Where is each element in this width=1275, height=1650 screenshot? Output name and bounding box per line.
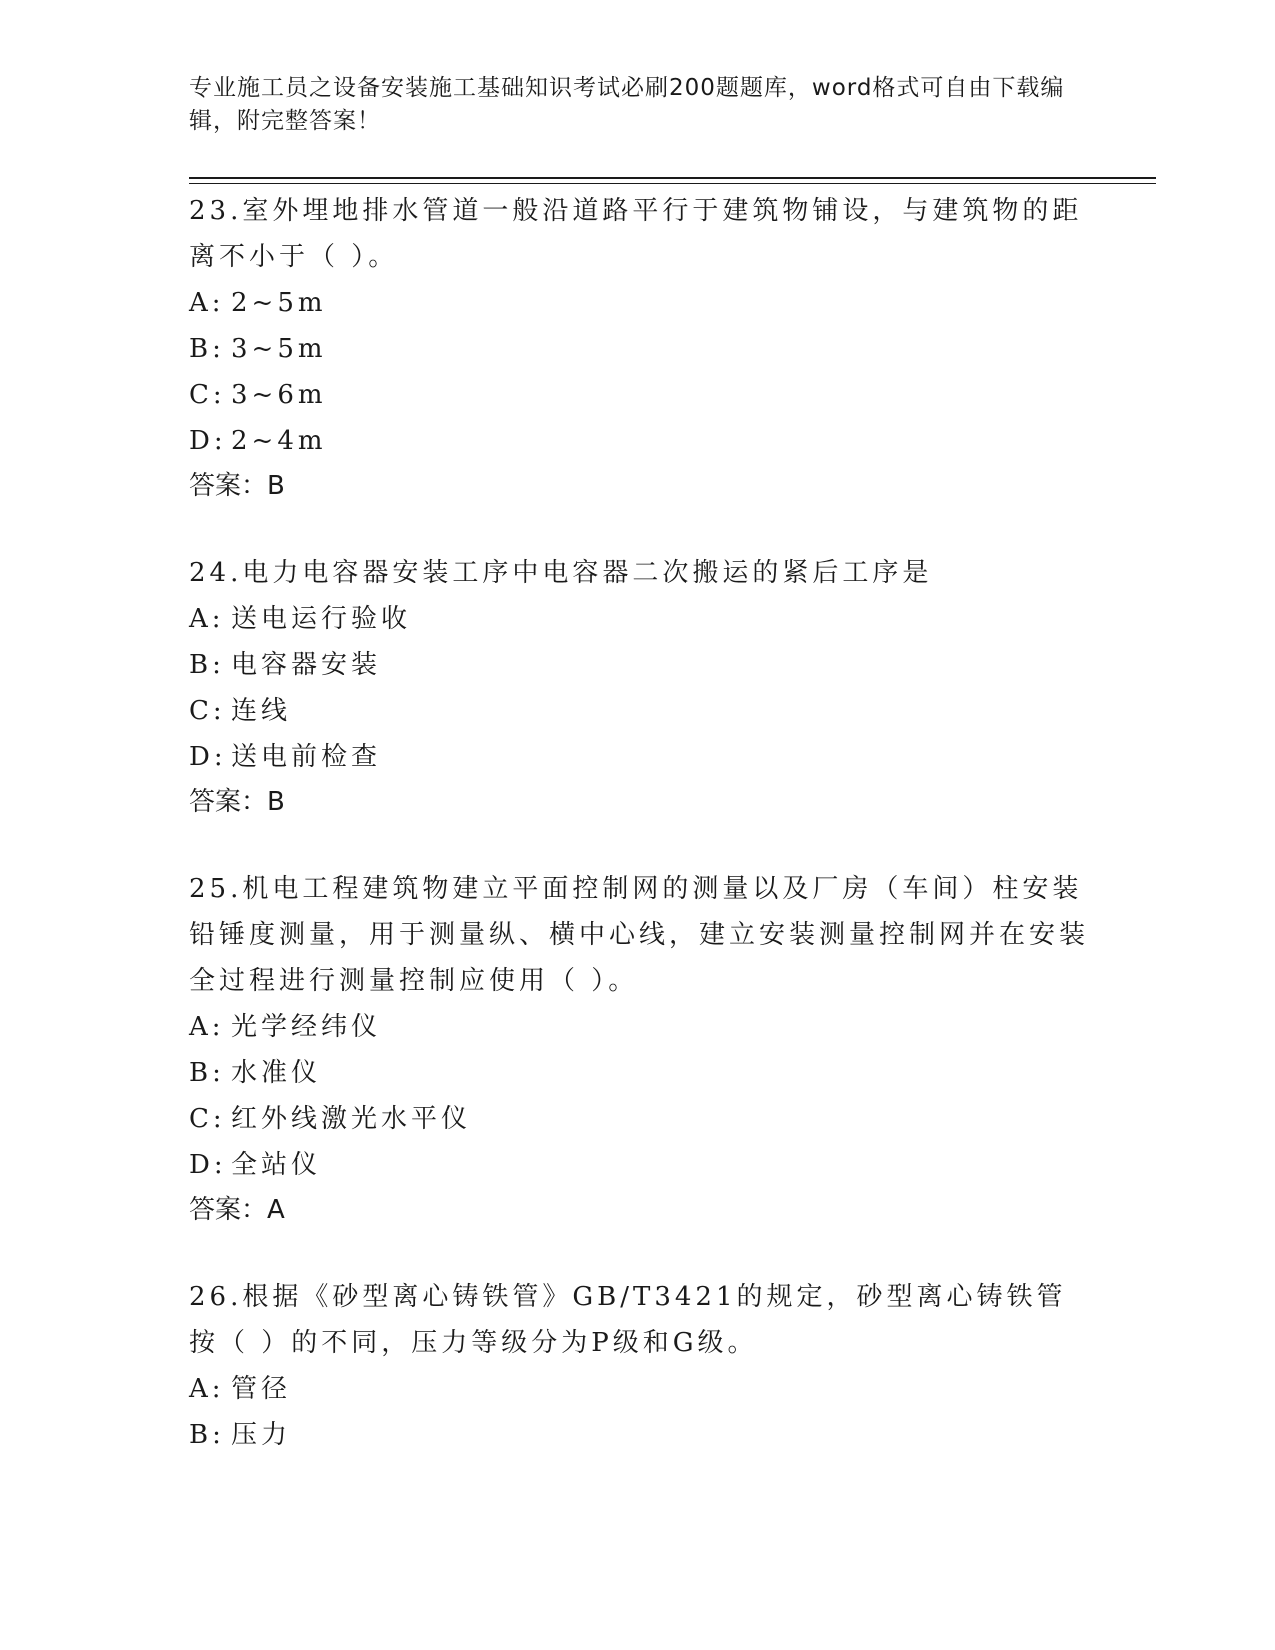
answer-line: 答案：B <box>189 471 285 501</box>
option-text: 2~5m <box>231 288 327 318</box>
option-letter: B: <box>189 1420 225 1450</box>
option-text: 水准仪 <box>231 1058 322 1088</box>
option-a <box>189 1004 1089 1050</box>
option-b <box>189 1050 1089 1096</box>
option-d <box>189 734 1089 780</box>
question-26 <box>189 1274 1089 1458</box>
option-text: 送电运行验收 <box>231 604 412 634</box>
question-stem: 24.电力电容器安装工序中电容器二次搬运的紧后工序是 <box>189 558 933 588</box>
option-text: 压力 <box>231 1420 292 1450</box>
option-text: 3~6m <box>231 380 327 410</box>
option-text: 连线 <box>231 696 292 726</box>
option-text: 红外线激光水平仪 <box>231 1104 472 1134</box>
option-letter: C: <box>189 380 226 410</box>
option-a <box>189 1366 1089 1412</box>
option-b <box>189 1412 1089 1458</box>
option-text: 电容器安装 <box>231 650 382 680</box>
option-letter: B: <box>189 334 225 364</box>
option-text: 光学经纬仪 <box>231 1012 382 1042</box>
option-letter: B: <box>189 1058 225 1088</box>
question-stem: 23.室外埋地排水管道一般沿道路平行于建筑物铺设，与建筑物的距离不小于（ ）。 <box>189 196 1083 272</box>
option-a <box>189 596 1089 642</box>
option-d <box>189 418 1089 464</box>
option-letter: D: <box>189 742 227 772</box>
option-letter: C: <box>189 696 226 726</box>
option-c <box>189 1096 1089 1142</box>
option-text: 2~4m <box>231 426 327 456</box>
option-letter: A: <box>189 288 225 318</box>
option-c <box>189 688 1089 734</box>
option-b <box>189 326 1089 372</box>
answer-line: 答案：A <box>189 1195 285 1225</box>
option-text: 送电前检查 <box>231 742 382 772</box>
question-23 <box>189 188 1089 508</box>
option-b <box>189 642 1089 688</box>
option-c <box>189 372 1089 418</box>
option-letter: A: <box>189 1374 225 1404</box>
option-text: 管径 <box>231 1374 292 1404</box>
option-letter: A: <box>189 1012 225 1042</box>
option-letter: D: <box>189 426 227 456</box>
answer-line: 答案：B <box>189 787 285 817</box>
question-24 <box>189 550 1089 824</box>
header-divider-thick <box>189 177 1156 179</box>
question-25 <box>189 866 1089 1232</box>
option-d <box>189 1142 1089 1188</box>
option-letter: B: <box>189 650 225 680</box>
option-letter: C: <box>189 1104 226 1134</box>
option-text: 3~5m <box>231 334 327 364</box>
question-stem: 26.根据《砂型离心铸铁管》GB/T3421的规定，砂型离心铸铁管按（ ）的不同，压力等级分为P级和G级。 <box>189 1282 1067 1358</box>
option-a <box>189 280 1089 326</box>
option-letter: A: <box>189 604 225 634</box>
question-stem: 25.机电工程建筑物建立平面控制网的测量以及厂房（车间）柱安装铅锤度测量，用于测量纵、横中心线，建立安装测量控制网并在安装全过程进行测量控制应使用（ ）。 <box>189 874 1090 996</box>
document-header: 专业施工员之设备安装施工基础知识考试必刷200题题库，word格式可自由下载编辑，附完整答案！ <box>189 75 1065 134</box>
option-letter: D: <box>189 1150 227 1180</box>
question-list <box>189 188 1089 1500</box>
header-divider-thin <box>189 183 1156 184</box>
option-text: 全站仪 <box>231 1150 322 1180</box>
